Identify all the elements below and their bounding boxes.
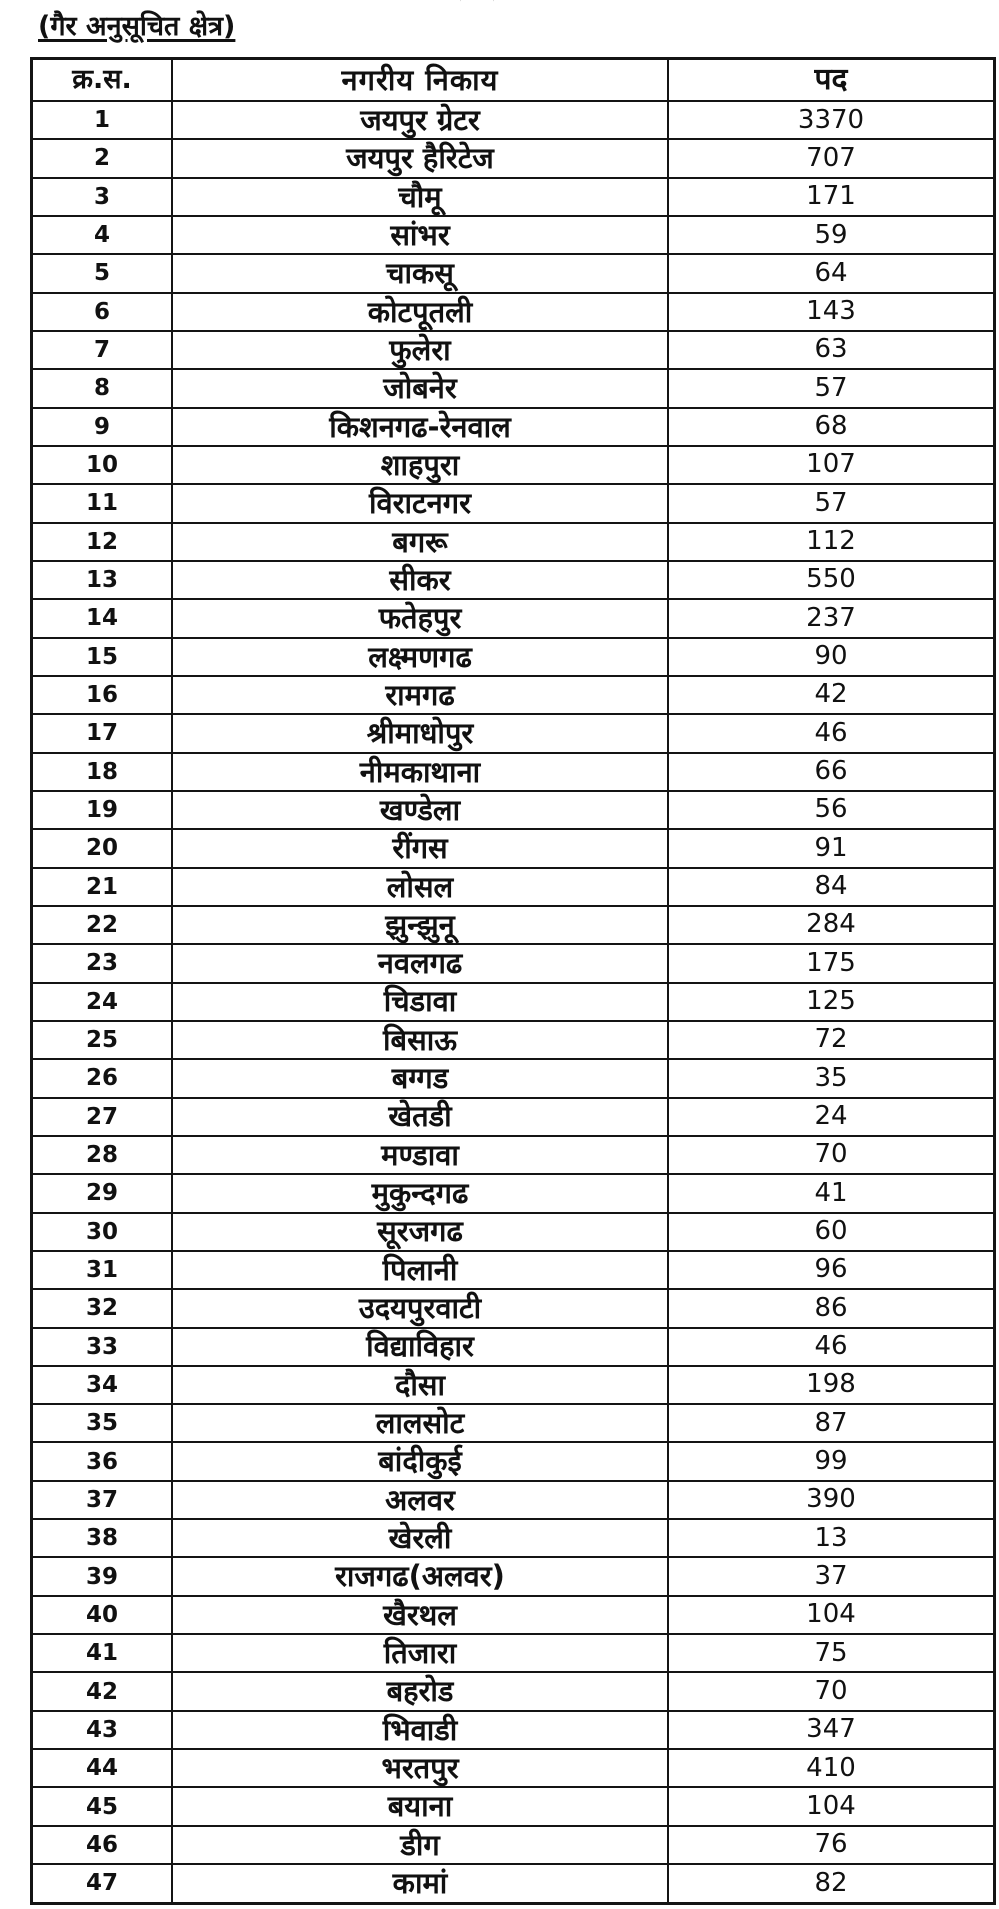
- name-cell: डीग: [172, 1826, 668, 1864]
- serial-cell: 19: [32, 791, 173, 829]
- table-row: [32, 1251, 995, 1289]
- serial-cell: 30: [32, 1213, 173, 1251]
- posts-cell: 707: [668, 139, 995, 177]
- serial-cell: 38: [32, 1519, 173, 1557]
- name-cell: खण्डेला: [172, 791, 668, 829]
- posts-cell: 143: [668, 293, 995, 331]
- header-urban-body: नगरीय निकाय: [172, 59, 668, 102]
- name-cell: दौसा: [172, 1366, 668, 1404]
- name-cell: भिवाडी: [172, 1711, 668, 1749]
- table-row: [32, 1213, 995, 1251]
- table-row: [32, 216, 995, 254]
- name-cell: बगरू: [172, 523, 668, 561]
- page-title: (गैर अनुसूचित क्षेत्र): [38, 11, 236, 42]
- posts-cell: 171: [668, 178, 995, 216]
- serial-cell: 36: [32, 1442, 173, 1480]
- name-cell: फतेहपुर: [172, 599, 668, 637]
- name-cell: खेरली: [172, 1519, 668, 1557]
- posts-cell: 63: [668, 331, 995, 369]
- name-cell: बग्गड: [172, 1059, 668, 1097]
- posts-cell: 284: [668, 906, 995, 944]
- name-cell: लोसल: [172, 868, 668, 906]
- serial-cell: 15: [32, 638, 173, 676]
- name-cell: खेतडी: [172, 1098, 668, 1136]
- table-row: [32, 1174, 995, 1212]
- name-cell: रामगढ: [172, 676, 668, 714]
- posts-cell: 104: [668, 1596, 995, 1634]
- table-row: [32, 446, 995, 484]
- posts-cell: 107: [668, 446, 995, 484]
- serial-cell: 9: [32, 408, 173, 446]
- posts-cell: 72: [668, 1021, 995, 1059]
- serial-cell: 7: [32, 331, 173, 369]
- name-cell: भरतपुर: [172, 1749, 668, 1787]
- serial-cell: 41: [32, 1634, 173, 1672]
- name-cell: राजगढ(अलवर): [172, 1557, 668, 1595]
- name-cell: फुलेरा: [172, 331, 668, 369]
- table-row: [32, 1596, 995, 1634]
- serial-cell: 25: [32, 1021, 173, 1059]
- posts-cell: 46: [668, 1328, 995, 1366]
- stray-mark: [460, 0, 494, 9]
- table-row: [32, 791, 995, 829]
- name-cell: रींगस: [172, 829, 668, 867]
- table-row: [32, 1711, 995, 1749]
- name-cell: नवलगढ: [172, 944, 668, 982]
- name-cell: बहरोड: [172, 1672, 668, 1710]
- name-cell: सांभर: [172, 216, 668, 254]
- table-row: [32, 484, 995, 522]
- table-row: [32, 178, 995, 216]
- name-cell: चिडावा: [172, 983, 668, 1021]
- serial-cell: 6: [32, 293, 173, 331]
- serial-cell: 42: [32, 1672, 173, 1710]
- name-cell: कोटपूतली: [172, 293, 668, 331]
- posts-cell: 56: [668, 791, 995, 829]
- table-header-row: [32, 59, 995, 102]
- table-row: [32, 1864, 995, 1903]
- table-row: [32, 254, 995, 292]
- serial-cell: 35: [32, 1404, 173, 1442]
- posts-table: [30, 57, 996, 1905]
- name-cell: बयाना: [172, 1787, 668, 1825]
- name-cell: बिसाऊ: [172, 1021, 668, 1059]
- name-cell: जयपुर ग्रेटर: [172, 101, 668, 139]
- serial-cell: 26: [32, 1059, 173, 1097]
- posts-cell: 84: [668, 868, 995, 906]
- posts-cell: 410: [668, 1749, 995, 1787]
- posts-cell: 64: [668, 254, 995, 292]
- name-cell: अलवर: [172, 1481, 668, 1519]
- serial-cell: 46: [32, 1826, 173, 1864]
- posts-cell: 70: [668, 1672, 995, 1710]
- serial-cell: 10: [32, 446, 173, 484]
- posts-cell: 91: [668, 829, 995, 867]
- posts-cell: 125: [668, 983, 995, 1021]
- table-row: [32, 408, 995, 446]
- table-row: [32, 293, 995, 331]
- table-row: [32, 1328, 995, 1366]
- posts-cell: 57: [668, 369, 995, 407]
- serial-cell: 3: [32, 178, 173, 216]
- table-row: [32, 1366, 995, 1404]
- name-cell: किशनगढ-रेनवाल: [172, 408, 668, 446]
- posts-cell: 75: [668, 1634, 995, 1672]
- table-row: [32, 1136, 995, 1174]
- posts-cell: 550: [668, 561, 995, 599]
- table-row: [32, 714, 995, 752]
- serial-cell: 11: [32, 484, 173, 522]
- serial-cell: 4: [32, 216, 173, 254]
- serial-cell: 13: [32, 561, 173, 599]
- name-cell: बांदीकुई: [172, 1442, 668, 1480]
- serial-cell: 5: [32, 254, 173, 292]
- posts-cell: 99: [668, 1442, 995, 1480]
- posts-cell: 237: [668, 599, 995, 637]
- posts-cell: 112: [668, 523, 995, 561]
- posts-cell: 59: [668, 216, 995, 254]
- serial-cell: 37: [32, 1481, 173, 1519]
- table-row: [32, 1021, 995, 1059]
- posts-cell: 96: [668, 1251, 995, 1289]
- serial-cell: 1: [32, 101, 173, 139]
- table-row: [32, 1749, 995, 1787]
- serial-cell: 29: [32, 1174, 173, 1212]
- serial-cell: 24: [32, 983, 173, 1021]
- posts-cell: 13: [668, 1519, 995, 1557]
- posts-cell: 41: [668, 1174, 995, 1212]
- table-row: [32, 944, 995, 982]
- posts-cell: 390: [668, 1481, 995, 1519]
- table-row: [32, 1634, 995, 1672]
- posts-cell: 347: [668, 1711, 995, 1749]
- table-row: [32, 599, 995, 637]
- serial-cell: 27: [32, 1098, 173, 1136]
- name-cell: झुन्झुनू: [172, 906, 668, 944]
- serial-cell: 31: [32, 1251, 173, 1289]
- name-cell: उदयपुरवाटी: [172, 1289, 668, 1327]
- serial-cell: 17: [32, 714, 173, 752]
- table-body: [32, 101, 995, 1904]
- posts-cell: 24: [668, 1098, 995, 1136]
- serial-cell: 2: [32, 139, 173, 177]
- name-cell: सूरजगढ: [172, 1213, 668, 1251]
- table-row: [32, 1059, 995, 1097]
- name-cell: मण्डावा: [172, 1136, 668, 1174]
- table-row: [32, 1787, 995, 1825]
- table-row: [32, 868, 995, 906]
- posts-cell: 76: [668, 1826, 995, 1864]
- posts-cell: 57: [668, 484, 995, 522]
- name-cell: लालसोट: [172, 1404, 668, 1442]
- posts-cell: 42: [668, 676, 995, 714]
- name-cell: शाहपुरा: [172, 446, 668, 484]
- table-row: [32, 1557, 995, 1595]
- name-cell: श्रीमाधोपुर: [172, 714, 668, 752]
- serial-cell: 12: [32, 523, 173, 561]
- name-cell: विराटनगर: [172, 484, 668, 522]
- name-cell: विद्याविहार: [172, 1328, 668, 1366]
- header-posts: पद: [668, 59, 995, 102]
- serial-cell: 47: [32, 1864, 173, 1903]
- name-cell: नीमकाथाना: [172, 753, 668, 791]
- table-row: [32, 1404, 995, 1442]
- table-row: [32, 906, 995, 944]
- table-row: [32, 829, 995, 867]
- table-row: [32, 1826, 995, 1864]
- serial-cell: 40: [32, 1596, 173, 1634]
- table-row: [32, 1098, 995, 1136]
- name-cell: सीकर: [172, 561, 668, 599]
- table-row: [32, 369, 995, 407]
- posts-cell: 68: [668, 408, 995, 446]
- name-cell: पिलानी: [172, 1251, 668, 1289]
- table-row: [32, 101, 995, 139]
- name-cell: जयपुर हैरिटेज: [172, 139, 668, 177]
- posts-cell: 175: [668, 944, 995, 982]
- serial-cell: 33: [32, 1328, 173, 1366]
- posts-cell: 60: [668, 1213, 995, 1251]
- name-cell: जोबनेर: [172, 369, 668, 407]
- serial-cell: 34: [32, 1366, 173, 1404]
- posts-cell: 37: [668, 1557, 995, 1595]
- posts-cell: 198: [668, 1366, 995, 1404]
- name-cell: तिजारा: [172, 1634, 668, 1672]
- table-row: [32, 139, 995, 177]
- table-row: [32, 1289, 995, 1327]
- posts-cell: 82: [668, 1864, 995, 1903]
- table-row: [32, 753, 995, 791]
- header-serial: क्र.स.: [32, 59, 173, 102]
- table-row: [32, 983, 995, 1021]
- serial-cell: 21: [32, 868, 173, 906]
- table-row: [32, 1442, 995, 1480]
- name-cell: खैरथल: [172, 1596, 668, 1634]
- table-row: [32, 561, 995, 599]
- table-row: [32, 331, 995, 369]
- posts-cell: 3370: [668, 101, 995, 139]
- serial-cell: 8: [32, 369, 173, 407]
- posts-cell: 104: [668, 1787, 995, 1825]
- table-head: [32, 59, 995, 102]
- posts-cell: 87: [668, 1404, 995, 1442]
- serial-cell: 18: [32, 753, 173, 791]
- serial-cell: 16: [32, 676, 173, 714]
- serial-cell: 43: [32, 1711, 173, 1749]
- table-row: [32, 1672, 995, 1710]
- table-row: [32, 1519, 995, 1557]
- serial-cell: 39: [32, 1557, 173, 1595]
- name-cell: लक्ष्मणगढ: [172, 638, 668, 676]
- posts-cell: 70: [668, 1136, 995, 1174]
- serial-cell: 14: [32, 599, 173, 637]
- table-row: [32, 676, 995, 714]
- posts-cell: 46: [668, 714, 995, 752]
- posts-cell: 90: [668, 638, 995, 676]
- name-cell: चाकसू: [172, 254, 668, 292]
- name-cell: मुकुन्दगढ: [172, 1174, 668, 1212]
- table-row: [32, 523, 995, 561]
- table-row: [32, 1481, 995, 1519]
- table-row: [32, 638, 995, 676]
- serial-cell: 23: [32, 944, 173, 982]
- name-cell: चौमू: [172, 178, 668, 216]
- name-cell: कामां: [172, 1864, 668, 1903]
- serial-cell: 20: [32, 829, 173, 867]
- serial-cell: 45: [32, 1787, 173, 1825]
- posts-cell: 66: [668, 753, 995, 791]
- posts-cell: 86: [668, 1289, 995, 1327]
- serial-cell: 28: [32, 1136, 173, 1174]
- serial-cell: 44: [32, 1749, 173, 1787]
- serial-cell: 22: [32, 906, 173, 944]
- posts-cell: 35: [668, 1059, 995, 1097]
- serial-cell: 32: [32, 1289, 173, 1327]
